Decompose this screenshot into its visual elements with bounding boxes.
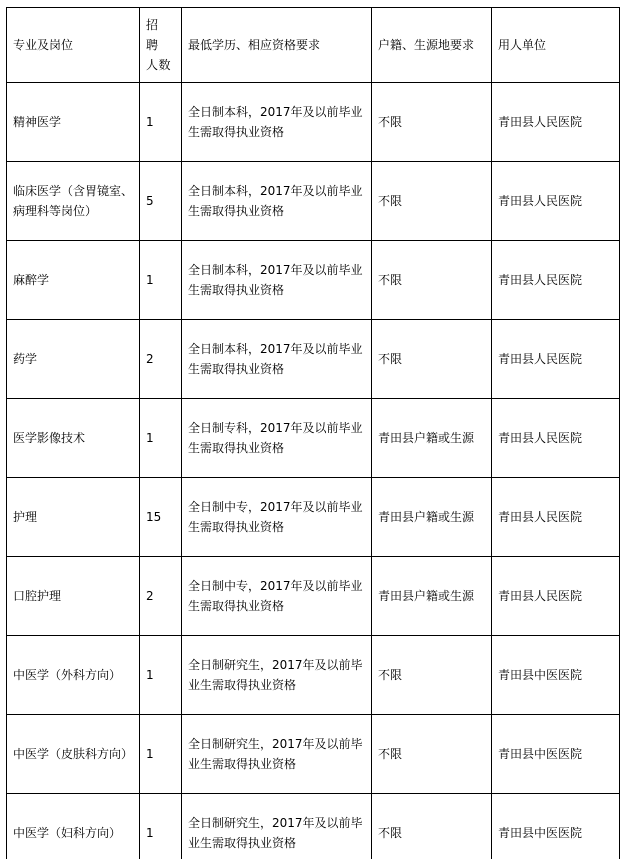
cell-education (182, 241, 372, 320)
education-line-1: 全日制研究生，2017年及以前毕 (188, 737, 363, 751)
cell-major: 口腔护理 (7, 557, 140, 636)
cell-unit: 青田县中医医院 (492, 636, 620, 715)
education-line-1: 全日制中专，2017年及以前毕业 (188, 579, 363, 593)
table-body (7, 8, 620, 859)
cell-count: 1 (140, 241, 182, 320)
cell-count: 1 (140, 636, 182, 715)
cell-residence: 青田县户籍或生源 (372, 478, 492, 557)
cell-count: 5 (140, 162, 182, 241)
header-residence: 户籍、生源地要求 (372, 8, 492, 83)
cell-residence: 不限 (372, 241, 492, 320)
education-line-1: 全日制中专，2017年及以前毕业 (188, 500, 363, 514)
cell-major: 中医学（妇科方向） (7, 794, 140, 859)
education-line-2: 业生需取得执业资格 (188, 836, 297, 850)
cell-count: 1 (140, 83, 182, 162)
cell-count: 2 (140, 557, 182, 636)
cell-education (182, 636, 372, 715)
cell-residence: 不限 (372, 83, 492, 162)
cell-residence: 不限 (372, 794, 492, 859)
table-row (7, 162, 620, 241)
table-header-row (7, 8, 620, 83)
cell-education (182, 478, 372, 557)
education-line-1: 全日制本科，2017年及以前毕业 (188, 263, 363, 277)
cell-unit: 青田县人民医院 (492, 241, 620, 320)
cell-major: 中医学（皮肤科方向） (7, 715, 140, 794)
cell-count: 2 (140, 320, 182, 399)
education-line-1: 全日制研究生，2017年及以前毕 (188, 658, 363, 672)
education-line-1: 全日制本科，2017年及以前毕业 (188, 105, 363, 119)
education-line-1: 全日制专科，2017年及以前毕业 (188, 421, 363, 435)
education-line-2: 生需取得执业资格 (188, 599, 285, 613)
recruitment-table (6, 7, 620, 859)
education-line-2: 业生需取得执业资格 (188, 678, 297, 692)
cell-residence: 不限 (372, 162, 492, 241)
cell-count: 1 (140, 715, 182, 794)
cell-major: 精神医学 (7, 83, 140, 162)
table-row (7, 557, 620, 636)
cell-unit: 青田县中医医院 (492, 715, 620, 794)
education-line-1: 全日制本科，2017年及以前毕业 (188, 342, 363, 356)
education-line-1: 全日制本科，2017年及以前毕业 (188, 184, 363, 198)
cell-education (182, 794, 372, 859)
education-line-2: 业生需取得执业资格 (188, 757, 297, 771)
table-row (7, 794, 620, 859)
education-line-1: 全日制研究生，2017年及以前毕 (188, 816, 363, 830)
header-count: 招 聘 人数 (140, 8, 182, 83)
cell-major: 中医学（外科方向） (7, 636, 140, 715)
cell-unit: 青田县人民医院 (492, 478, 620, 557)
table-row (7, 83, 620, 162)
cell-residence: 青田县户籍或生源 (372, 557, 492, 636)
cell-major: 临床医学（含胃镜室、病理科等岗位） (7, 162, 140, 241)
education-line-2: 生需取得执业资格 (188, 204, 285, 218)
cell-education (182, 715, 372, 794)
table-row (7, 478, 620, 557)
cell-major: 麻醉学 (7, 241, 140, 320)
education-line-2: 生需取得执业资格 (188, 520, 285, 534)
cell-unit: 青田县人民医院 (492, 320, 620, 399)
cell-residence: 不限 (372, 715, 492, 794)
cell-education (182, 83, 372, 162)
cell-unit: 青田县人民医院 (492, 83, 620, 162)
education-line-2: 生需取得执业资格 (188, 125, 285, 139)
cell-residence: 不限 (372, 320, 492, 399)
cell-education (182, 557, 372, 636)
table-row (7, 636, 620, 715)
cell-unit: 青田县人民医院 (492, 162, 620, 241)
cell-major: 药学 (7, 320, 140, 399)
header-unit: 用人单位 (492, 8, 620, 83)
cell-education (182, 320, 372, 399)
cell-count: 1 (140, 794, 182, 859)
cell-education (182, 162, 372, 241)
header-major: 专业及岗位 (7, 8, 140, 83)
table-row (7, 241, 620, 320)
education-line-2: 生需取得执业资格 (188, 441, 285, 455)
education-line-2: 生需取得执业资格 (188, 362, 285, 376)
cell-residence: 不限 (372, 636, 492, 715)
header-education: 最低学历、相应资格要求 (182, 8, 372, 83)
table-row (7, 715, 620, 794)
cell-unit: 青田县中医医院 (492, 794, 620, 859)
cell-education (182, 399, 372, 478)
education-line-2: 生需取得执业资格 (188, 283, 285, 297)
cell-count: 15 (140, 478, 182, 557)
table-row (7, 399, 620, 478)
cell-unit: 青田县人民医院 (492, 399, 620, 478)
cell-major: 医学影像技术 (7, 399, 140, 478)
cell-residence: 青田县户籍或生源 (372, 399, 492, 478)
table-row (7, 320, 620, 399)
cell-count: 1 (140, 399, 182, 478)
cell-major: 护理 (7, 478, 140, 557)
cell-unit: 青田县人民医院 (492, 557, 620, 636)
